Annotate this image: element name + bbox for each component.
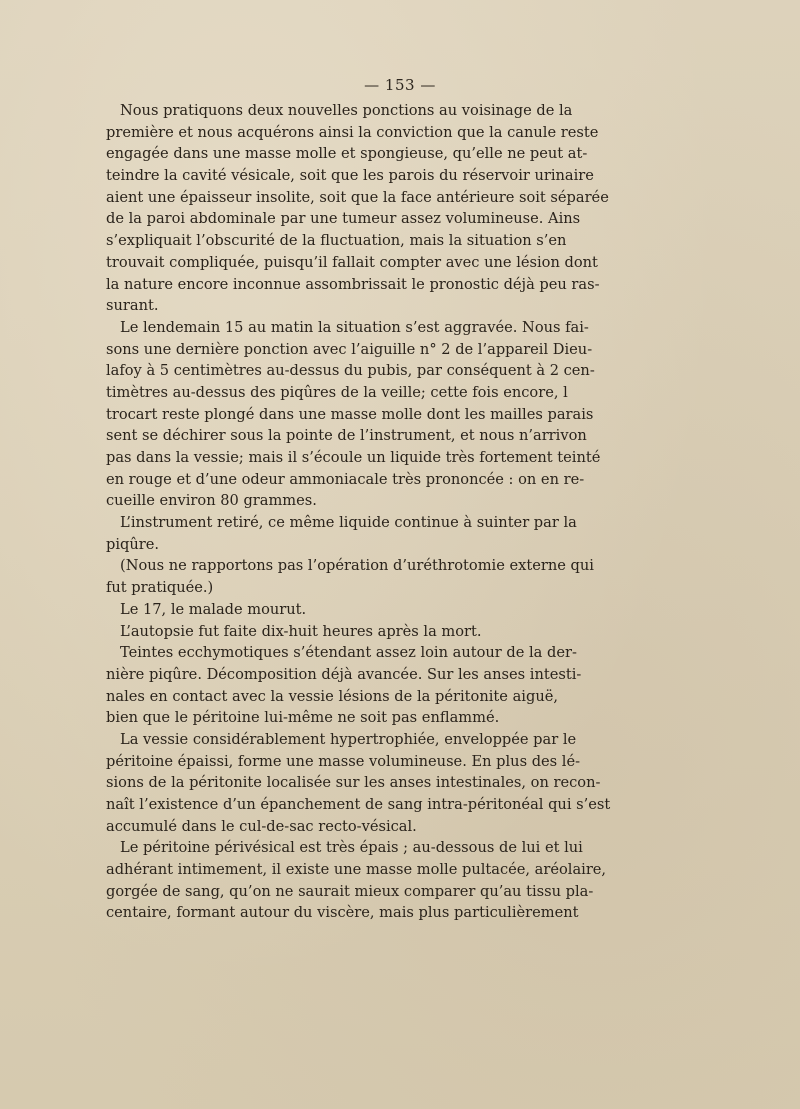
text-line: péritoine épaissi, forme une masse volumineuse. En plus des lé- — [106, 752, 581, 770]
text-line: engagée dans une masse molle et spongieuse, qu’elle ne peut at- — [106, 145, 588, 163]
text-line: pas dans la vessie; mais il s’écoule un liquide très fortement teinté — [106, 449, 601, 466]
text-line: gorgée de sang, qu’on ne saurait mieux comparer qu’au tissu pla- — [106, 882, 594, 900]
text-line: fut pratiquée.) — [106, 579, 214, 597]
body-text — [106, 100, 611, 924]
text-line: Teintes ecchymotiques s’étendant assez loin autour de la der- — [120, 644, 577, 662]
text-line: de la paroi abdominale par une tumeur assez volumineuse. Ains — [106, 210, 581, 228]
text-line: sions de la péritonite localisée sur les anses intestinales, on recon- — [106, 774, 601, 792]
text-line: Le lendemain 15 au matin la situation s’est aggravée. Nous fai- — [120, 318, 589, 336]
text-line: lafoy à 5 centimètres au-dessus du pubis, par conséquent à 2 cen- — [106, 362, 595, 380]
text-line: surant. — [106, 297, 159, 315]
text-line: Le péritoine périvésical est très épais ; au-dessous de lui et lui — [120, 839, 583, 857]
text-line: teindre la cavité vésicale, soit que les parois du réservoir urinaire — [106, 167, 594, 185]
text-line: timètres au-dessus des piqûres de la veille; cette fois encore, l — [106, 383, 568, 401]
text-line: Nous pratiquons deux nouvelles ponctions au voisinage de la — [120, 102, 573, 119]
text-line: première et nous acquérons ainsi la conviction que la canule reste — [106, 123, 599, 141]
text-line: la nature encore inconnue assombrissait le pronostic déjà peu ras- — [106, 275, 600, 293]
text-line: trouvait compliquée, puisqu’il fallait compter avec une lésion dont — [106, 253, 598, 271]
text-line: sons une dernière ponction avec l’aiguille n° 2 de l’appareil Dieu- — [106, 340, 593, 358]
text-line: L’instrument retiré, ce même liquide continue à suinter par la — [120, 514, 577, 532]
text-line: nales en contact avec la vessie lésions de la péritonite aiguë, — [106, 687, 558, 705]
text-line: en rouge et d’une odeur ammoniacale très prononcée : on en re- — [106, 470, 585, 488]
text-line: s’expliquait l’obscurité de la fluctuation, mais la situation s’en — [106, 232, 567, 250]
text-line: trocart reste plongé dans une masse molle dont les mailles parais — [106, 405, 594, 423]
text-line: L’autopsie fut faite dix-huit heures après la mort. — [120, 622, 482, 640]
text-line: nière piqûre. Décomposition déjà avancée. Sur les anses intesti- — [106, 665, 582, 683]
text-line: cueille environ 80 grammes. — [106, 492, 317, 510]
text-line: naît l’existence d’un épanchement de sang intra-péritonéal qui s’est — [106, 796, 611, 813]
page-number: — 153 — — [364, 76, 436, 94]
text-line: centaire, formant autour du viscère, mais plus particulièrement — [106, 904, 579, 922]
text-line: piqûre. — [106, 535, 160, 553]
text-line: accumulé dans le cul-de-sac recto-vésical. — [106, 817, 417, 835]
text-line: bien que le péritoine lui-même ne soit pas enflammé. — [106, 709, 500, 727]
text-line: Le 17, le malade mourut. — [120, 600, 307, 618]
text-line: adhérant intimement, il existe une masse molle pultacée, aréolaire, — [106, 861, 607, 879]
text-line: (Nous ne rapportons pas l’opération d’uréthrotomie externe qui — [120, 557, 594, 575]
text-line: aient une épaisseur insolite, soit que la face antérieure soit séparée — [106, 188, 609, 206]
text-line: La vessie considérablement hypertrophiée, enveloppée par le — [120, 730, 577, 748]
text-line: sent se déchirer sous la pointe de l’instrument, et nous n’arrivon — [106, 427, 587, 445]
